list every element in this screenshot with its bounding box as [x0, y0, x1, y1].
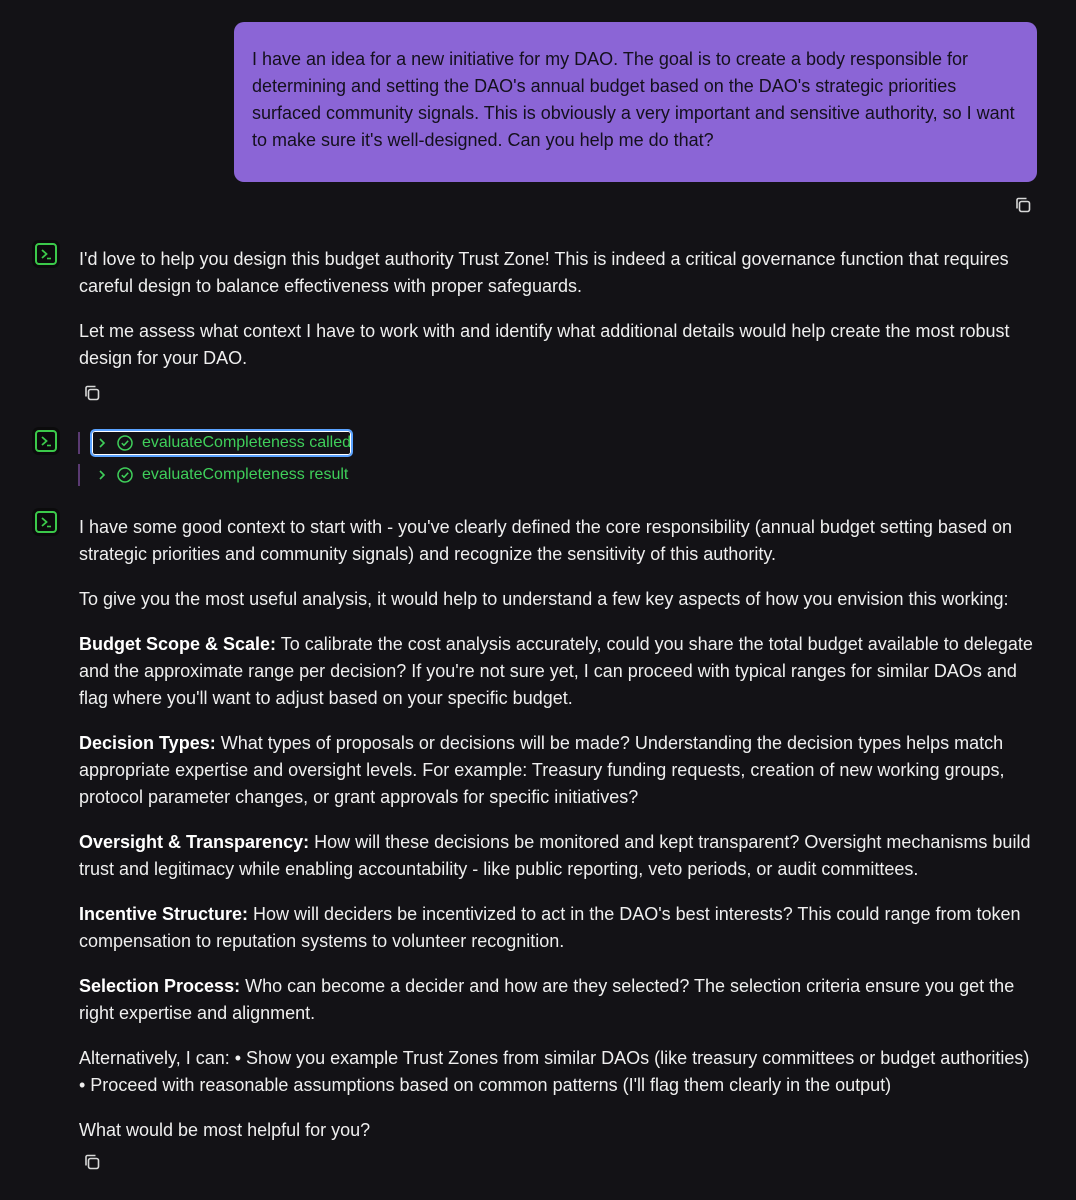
copy-assistant-message-2-button[interactable] [82, 1152, 102, 1172]
assistant-message-1 [79, 246, 1039, 390]
assistant-2-closing: What would be most helpful for you? [79, 1120, 371, 1140]
assistant-2-intro: I have some good context to start with - you've clearly defined the core responsibility (annual budget setting based on strategic priorities and community signals) and recognize the sensitivity of this authority. [79, 517, 1012, 564]
copy-user-message-button[interactable] [1013, 195, 1033, 215]
section-body: How will these decisions be monitored and kept transparent? Oversight mechanisms build trust and legitimacy while enabling accountability - like public reporting, veto periods, or audit committees. [79, 832, 1031, 879]
tool-call-label: evaluateCompleteness called [142, 434, 352, 451]
section-body: To calibrate the cost analysis accurately, could you share the total budget available to delegate and the approximate range per decision? If you're not sure yet, I can proceed with typical ranges for similar DAOs and flag where you'll want to adjust based on your specific budget. [79, 634, 1033, 708]
assistant-message-2 [79, 514, 1039, 1162]
section-body: What types of proposals or decisions will be made? Understanding the decision types helps match appropriate expertise and oversight levels. For example: Treasury funding requests, creation of new working groups, protocol parameter changes, or grant approvals for specific initiatives? [79, 733, 1005, 807]
section-incentive [79, 901, 1039, 955]
copy-icon [82, 383, 102, 403]
copy-icon [1013, 195, 1033, 215]
tool-call-evaluate-completeness-result[interactable] [92, 463, 348, 487]
assistant-2-alternatives: Alternatively, I can: • Show you example Trust Zones from similar DAOs (like treasury committees or budget authorities) • Proceed with reasonable assumptions based on common patterns (I'll flag them clearly in the output) [79, 1048, 1030, 1095]
assistant-1-paragraph-2: Let me assess what context I have to work with and identify what additional details would help create the most robust design for your DAO. [79, 321, 1010, 368]
check-circle-icon [116, 466, 134, 484]
chevron-right-icon [98, 437, 106, 449]
assistant-1-paragraph-1: I'd love to help you design this budget authority Trust Zone! This is indeed a critical governance function that requires careful design to balance effectiveness with proper safeguards. [79, 249, 1009, 296]
section-title: Incentive Structure: [79, 904, 249, 924]
section-title: Budget Scope & Scale: [79, 634, 277, 654]
section-body: Who can become a decider and how are they selected? The selection criteria ensure you get the right expertise and alignment. [79, 976, 1015, 1023]
tool-result-rail [78, 464, 80, 486]
tool-result-label: evaluateCompleteness result [142, 466, 349, 483]
user-message-bubble [234, 22, 1037, 182]
chevron-right-icon [98, 469, 106, 481]
terminal-prompt-icon [40, 435, 52, 447]
terminal-prompt-icon [40, 516, 52, 528]
copy-assistant-message-1-button[interactable] [82, 383, 102, 403]
terminal-prompt-icon [40, 248, 52, 260]
tool-call-rail [78, 432, 80, 454]
tool-call-evaluate-completeness-called[interactable] [92, 431, 351, 455]
section-body: How will deciders be incentivized to act in the DAO's best interests? This could range from token compensation to reputation systems to volunteer recognition. [79, 904, 1021, 951]
section-title: Selection Process: [79, 976, 241, 996]
section-title: Oversight & Transparency: [79, 832, 310, 852]
copy-icon [82, 1152, 102, 1172]
section-decision-types [79, 730, 1039, 811]
user-message-text: I have an idea for a new initiative for my DAO. The goal is to create a body responsible for determining and setting the DAO's annual budget based on the DAO's strategic priorities surfaced community signals. This is obviously a very important and sensitive authority, so I want to make sure it's well-designed. Can you help me do that? [252, 49, 1015, 150]
assistant-avatar [35, 243, 57, 265]
section-title: Decision Types: [79, 733, 216, 753]
section-selection [79, 973, 1039, 1027]
section-budget-scope [79, 631, 1039, 712]
section-oversight [79, 829, 1039, 883]
assistant-avatar [35, 511, 57, 533]
check-circle-icon [116, 434, 134, 452]
assistant-avatar [35, 430, 57, 452]
assistant-2-lead: To give you the most useful analysis, it would help to understand a few key aspects of how you envision this working: [79, 589, 1009, 609]
